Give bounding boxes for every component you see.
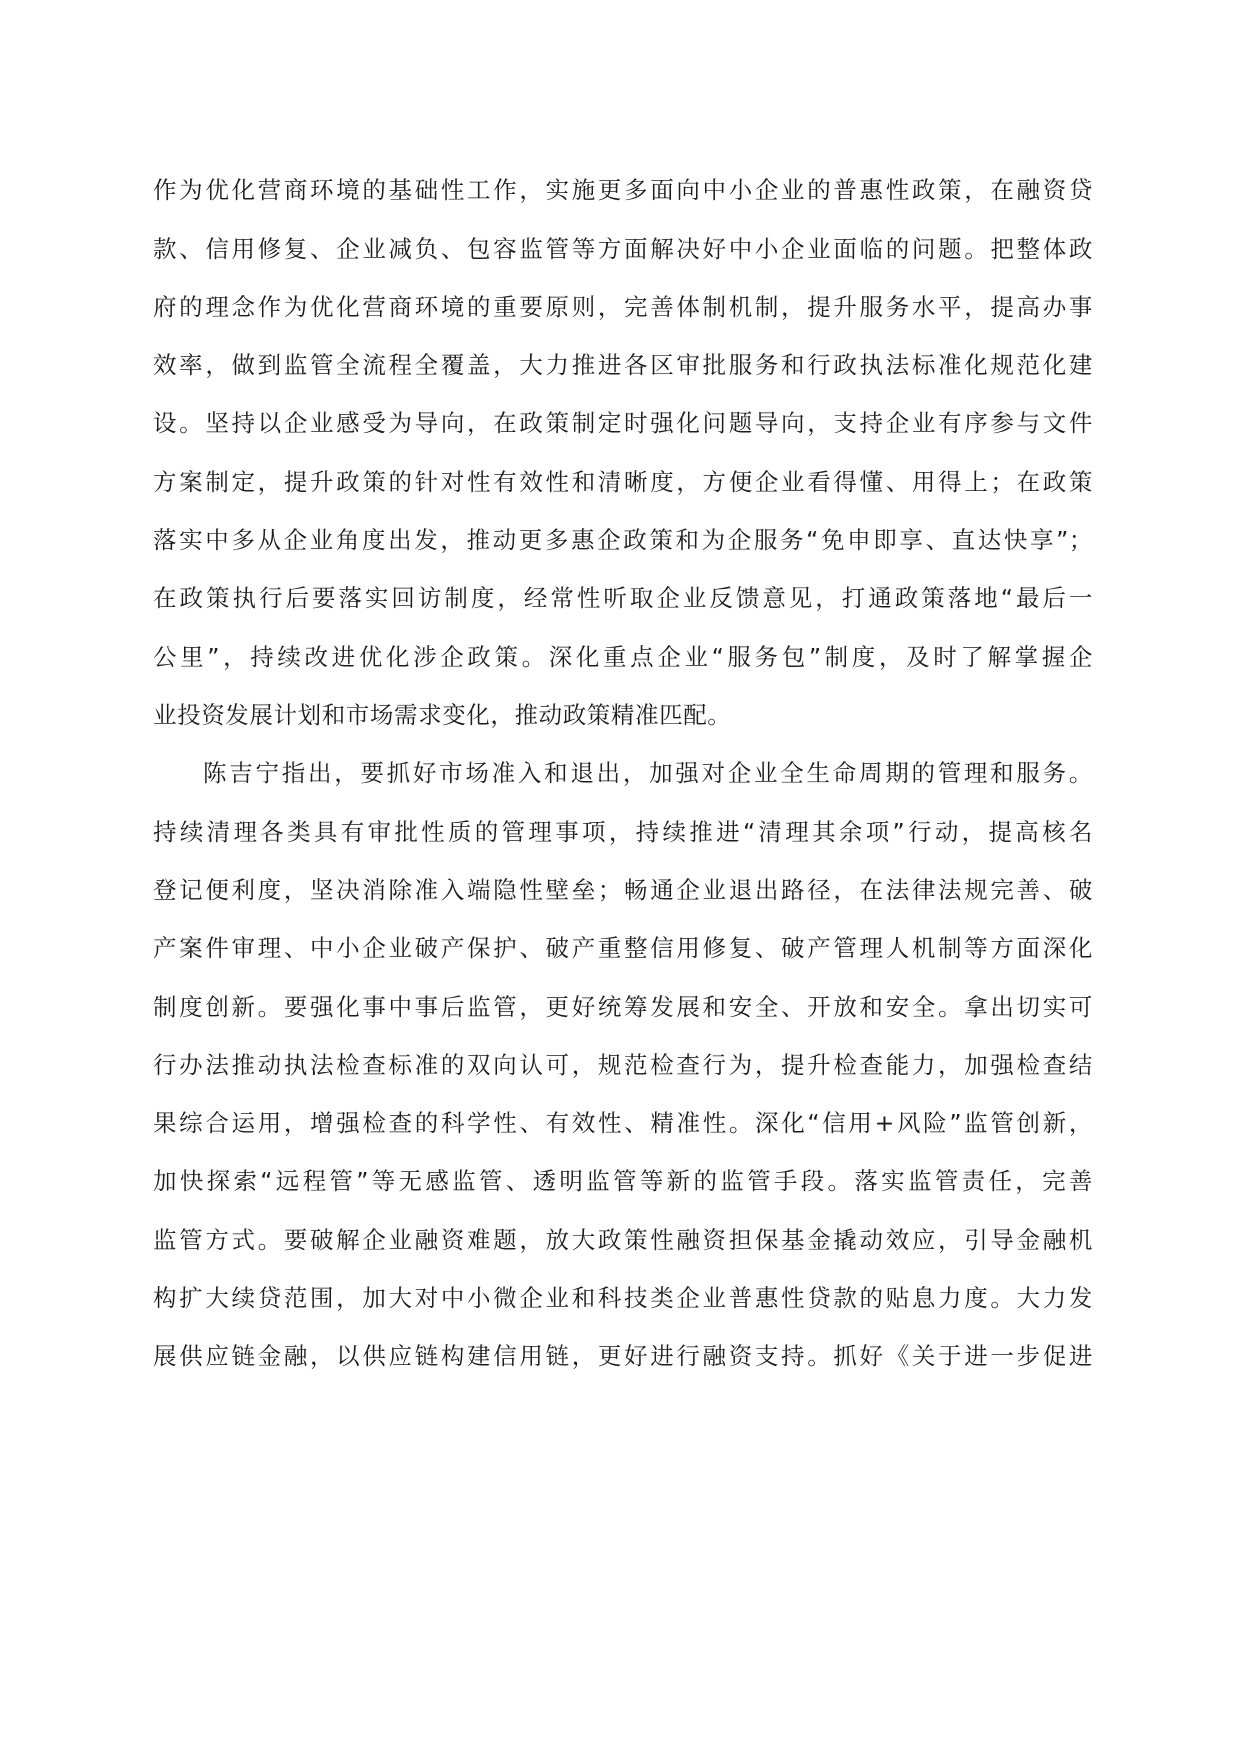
- text-line: 持续清理各类具有审批性质的管理事项，持续推进“清理其余项”行动，提高核名: [153, 818, 1093, 846]
- text-line: 设。坚持以企业感受为导向，在政策制定时强化问题导向，支持企业有序参与文件: [153, 409, 1093, 437]
- text-line: 方案制定，提升政策的针对性有效性和清晰度，方便企业看得懂、用得上；在政策: [153, 468, 1093, 496]
- text-line-paragraph-end: 业投资发展计划和市场需求变化，推动政策精准匹配。: [153, 701, 732, 729]
- text-line: 加快探索“远程管”等无感监管、透明监管等新的监管手段。落实监管责任，完善: [153, 1167, 1093, 1195]
- text-line: 展供应链金融，以供应链构建信用链，更好进行融资支持。抓好《关于进一步促进: [153, 1342, 1093, 1370]
- text-line: 作为优化营商环境的基础性工作，实施更多面向中小企业的普惠性政策，在融资贷: [153, 176, 1093, 204]
- text-line: 落实中多从企业角度出发，推动更多惠企政策和为企服务“免申即享、直达快享”；: [153, 526, 1093, 554]
- text-line: 在政策执行后要落实回访制度，经常性听取企业反馈意见，打通政策落地“最后一: [153, 584, 1093, 612]
- text-line: 登记便利度，坚决消除准入端隐性壁垒；畅通企业退出路径，在法律法规完善、破: [153, 876, 1093, 904]
- text-line-paragraph-start: 陈吉宁指出，要抓好市场准入和退出，加强对企业全生命周期的管理和服务。: [203, 759, 1093, 787]
- text-line: 制度创新。要强化事中事后监管，更好统筹发展和安全、开放和安全。拿出切实可: [153, 993, 1093, 1021]
- text-line: 效率，做到监管全流程全覆盖，大力推进各区审批服务和行政执法标准化规范化建: [153, 351, 1093, 379]
- text-line: 构扩大续贷范围，加大对中小微企业和科技类企业普惠性贷款的贴息力度。大力发: [153, 1284, 1093, 1312]
- text-line: 公里”，持续改进优化涉企政策。深化重点企业“服务包”制度，及时了解掌握企: [153, 643, 1093, 671]
- text-line: 果综合运用，增强检查的科学性、有效性、精准性。深化“信用+风险”监管创新，: [153, 1109, 1093, 1137]
- text-line: 府的理念作为优化营商环境的重要原则，完善体制机制，提升服务水平，提高办事: [153, 293, 1093, 321]
- text-line: 款、信用修复、企业减负、包容监管等方面解决好中小企业面临的问题。把整体政: [153, 235, 1093, 263]
- text-line: 行办法推动执法检查标准的双向认可，规范检查行为，提升检查能力，加强检查结: [153, 1051, 1093, 1079]
- text-line: 产案件审理、中小企业破产保护、破产重整信用修复、破产管理人机制等方面深化: [153, 934, 1093, 962]
- text-line: 监管方式。要破解企业融资难题，放大政策性融资担保基金撬动效应，引导金融机: [153, 1226, 1093, 1254]
